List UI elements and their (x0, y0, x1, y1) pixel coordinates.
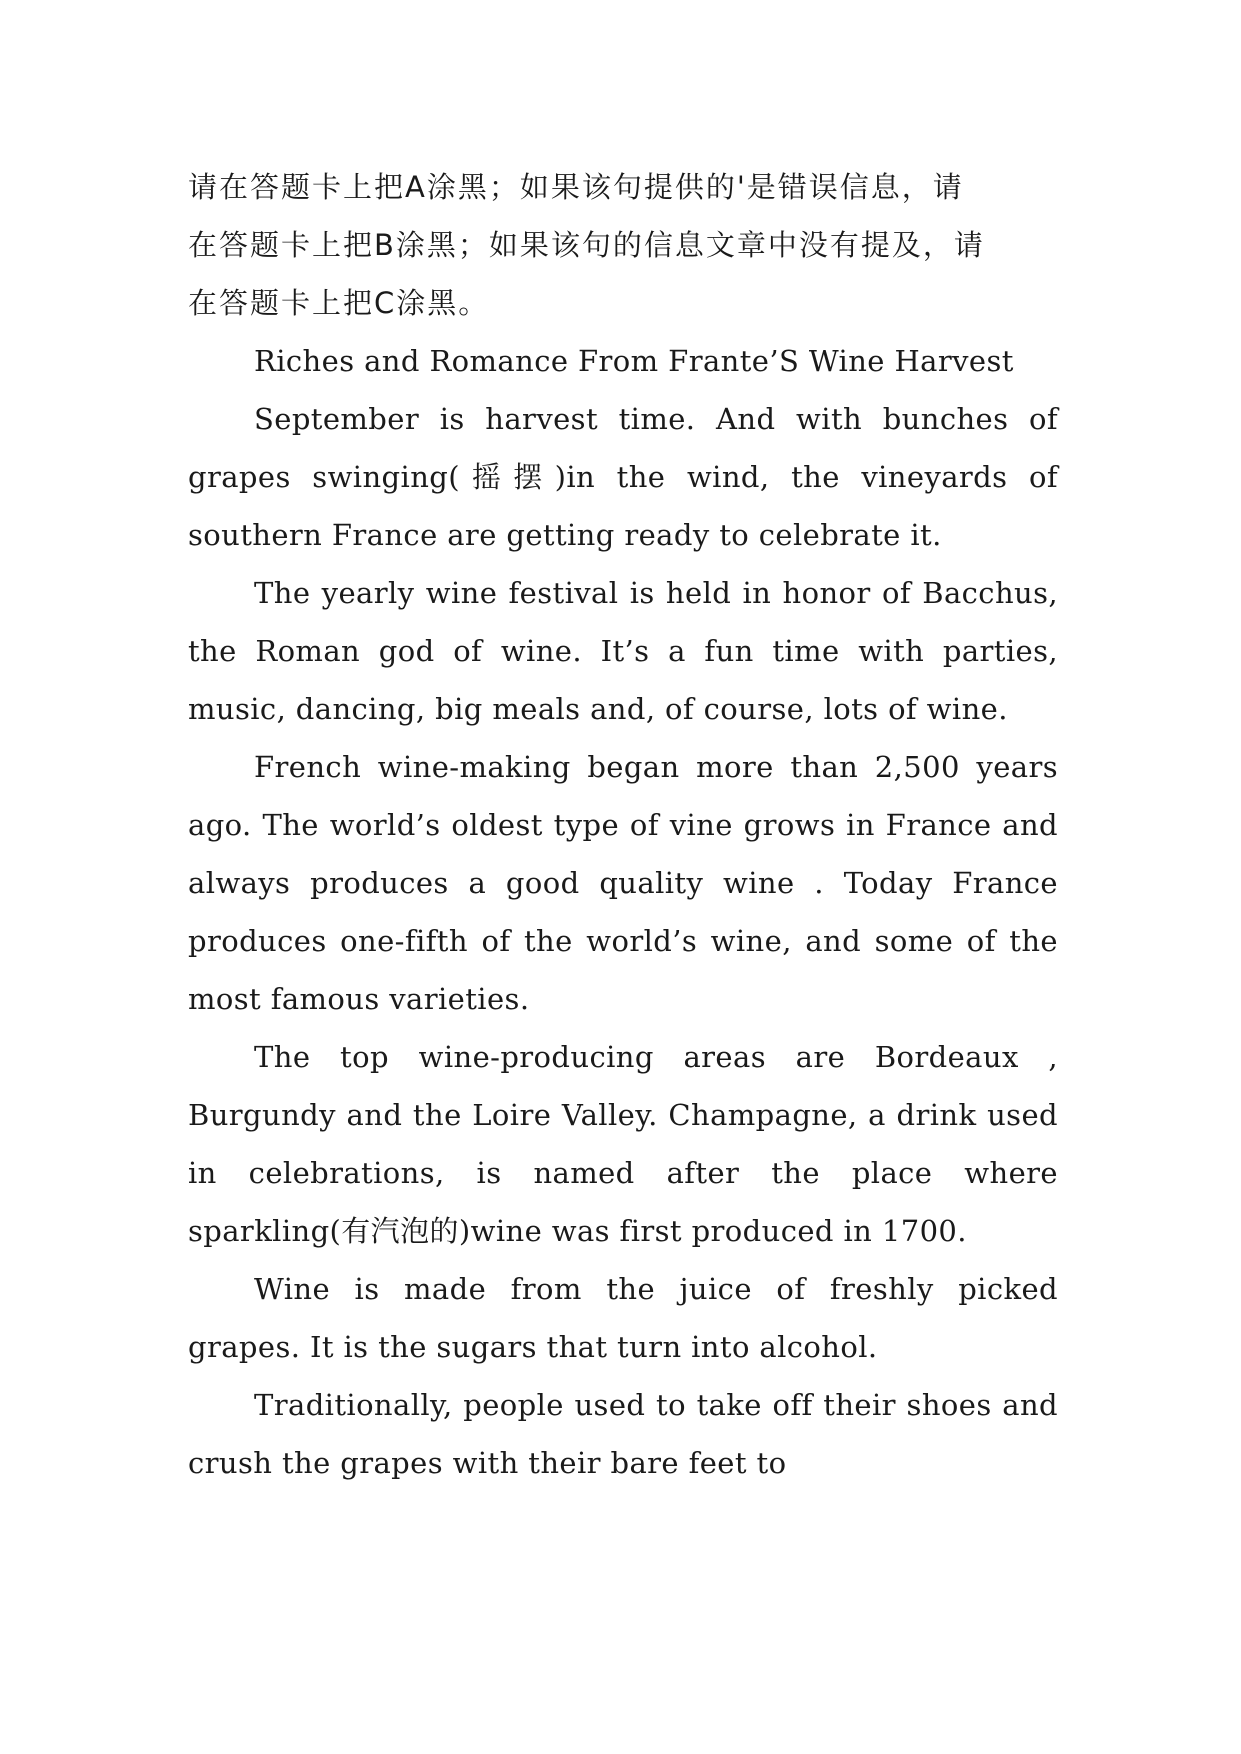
article-paragraph: The top wine-producing areas are Bordeaux , Burgundy and the Loire Valley. Champagne, a drink used in celebrations, is named after the place where sparkling(有汽泡的)wine was first produced in 1700. (188, 1040, 1058, 1248)
article-paragraph: Wine is made from the juice of freshly picked grapes. It is the sugars that turn into alcohol. (188, 1272, 1058, 1364)
article-paragraph: The yearly wine festival is held in honor of Bacchus, the Roman god of wine. It’s a fun time with parties, music, dancing, big meals and, of course, lots of wine. (188, 576, 1058, 726)
article-paragraph: Traditionally, people used to take off their shoes and crush the grapes with their bare feet to (188, 1388, 1058, 1480)
article-title: Riches and Romance From Frante’S Wine Harvest (254, 344, 1014, 378)
instruction-line-2: 在答题卡上把B涂黑；如果该句的信息文章中没有提及，请 (188, 228, 985, 262)
instruction-text (188, 158, 1058, 332)
article-paragraph: French wine-making began more than 2,500 years ago. The world’s oldest type of vine grows in France and always produces a good quality wine . Today France produces one-fifth of the world’s wine, and some of the most famous varieties. (188, 750, 1058, 1016)
article-paragraph: September is harvest time. And with bunches of grapes swinging(摇摆)in the wind, the vineyards of southern France are getting ready to celebrate it. (188, 402, 1058, 552)
instruction-line-3: 在答题卡上把C涂黑。 (188, 286, 490, 320)
instruction-line-1: 请在答题卡上把A涂黑；如果该句提供的'是错误信息，请 (188, 170, 964, 204)
document-page (188, 158, 1058, 1492)
